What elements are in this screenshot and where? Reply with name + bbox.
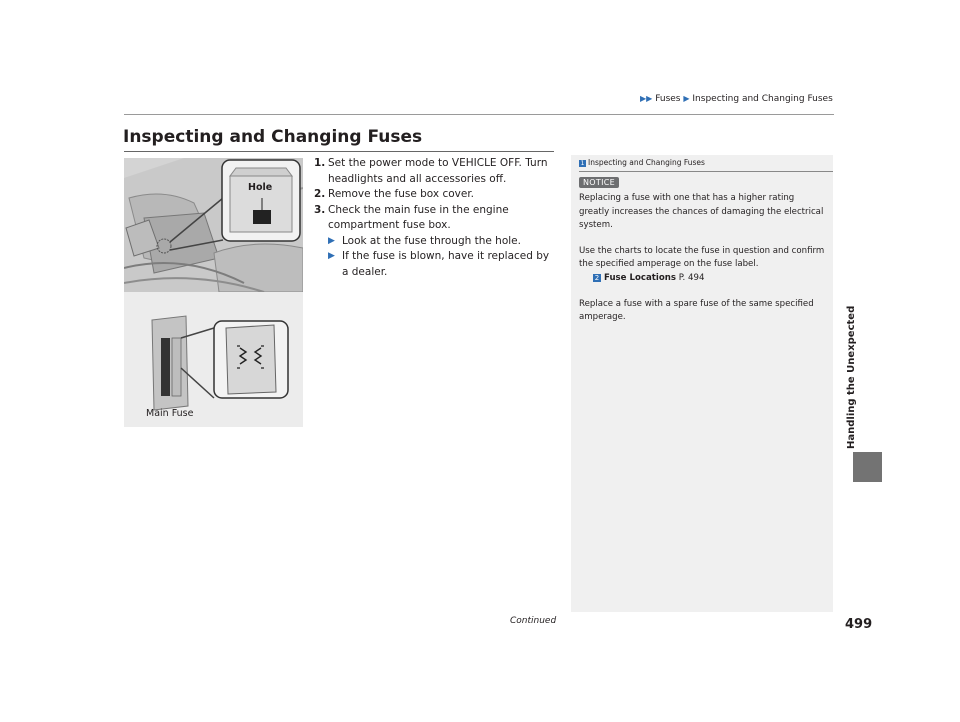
- side-note-panel: [571, 155, 833, 612]
- xref-page: P. 494: [678, 272, 705, 283]
- substep: [328, 234, 556, 250]
- step-2: [314, 187, 556, 203]
- note-body: [579, 192, 825, 337]
- note-header-text: Inspecting and Changing Fuses: [588, 158, 705, 167]
- header-divider: [124, 114, 834, 115]
- step-text: Check the main fuse in the engine compartment fuse box.: [328, 203, 509, 231]
- hole-label: Hole: [248, 182, 273, 193]
- step-text: Set the power mode to VEHICLE OFF. Turn headlights and all accessories off.: [328, 157, 548, 185]
- substep: [328, 249, 556, 280]
- step-number: 3.: [314, 203, 326, 216]
- breadcrumb-arrow-icon: ▶▶: [640, 94, 653, 103]
- page-number: 499: [845, 617, 873, 632]
- arrow-icon: ▶: [328, 235, 335, 246]
- chapter-tab-label: Handling the Unexpected: [846, 305, 857, 449]
- continued-label: Continued: [510, 616, 557, 626]
- breadcrumb-current: Inspecting and Changing Fuses: [692, 94, 833, 104]
- title-divider: [124, 151, 554, 152]
- note-marker-icon: 1: [580, 160, 585, 167]
- chapter-tab-marker: [853, 452, 882, 482]
- substep-text: If the fuse is blown, have it replaced by a dealer.: [342, 250, 550, 278]
- note-paragraph: Use the charts to locate the fuse in question and confirm the specified amperage on the fuse label.: [579, 245, 825, 270]
- breadcrumb-parent[interactable]: Fuses: [655, 94, 681, 104]
- note-header: [579, 158, 705, 167]
- section-title: Inspecting and Changing Fuses: [123, 127, 423, 147]
- arrow-icon: ▶: [328, 251, 335, 261]
- step-1: [314, 156, 556, 187]
- engine-compartment-drawing: [124, 158, 303, 427]
- procedure-steps: [314, 156, 556, 280]
- substep-text: Look at the fuse through the hole.: [342, 234, 521, 247]
- main-fuse-label: Main Fuse: [146, 408, 194, 419]
- xref-title[interactable]: Fuse Locations: [604, 272, 676, 283]
- cross-reference-icon: 2: [594, 273, 600, 282]
- step-number: 1.: [314, 157, 326, 169]
- step-3: [314, 203, 556, 234]
- substep-list: [328, 234, 556, 281]
- breadcrumb-arrow-icon: ▶: [683, 94, 690, 103]
- note-divider: [579, 171, 833, 172]
- note-paragraph: Replacing a fuse with one that has a higher rating greatly increases the chances of damaging the electrical system.: [579, 193, 824, 231]
- notice-badge: NOTICE: [579, 177, 619, 188]
- breadcrumb: [640, 94, 833, 104]
- note-paragraph: Replace a fuse with a spare fuse of the same specified amperage.: [579, 298, 814, 323]
- cross-reference[interactable]: [579, 272, 825, 286]
- step-number: 2.: [314, 188, 326, 200]
- step-text: Remove the fuse box cover.: [328, 188, 475, 200]
- fuse-box-illustration: [124, 158, 303, 427]
